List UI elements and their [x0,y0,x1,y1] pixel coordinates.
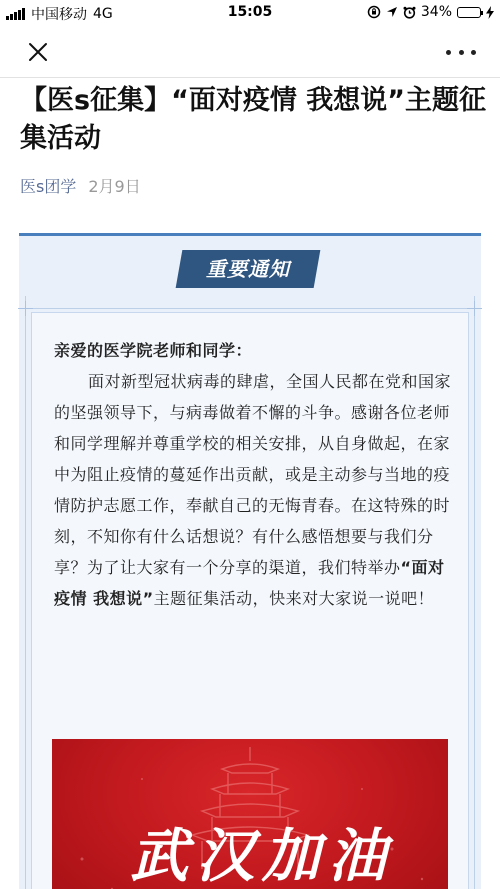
publish-date: 2月9日 [88,177,141,196]
decorative-line [19,308,481,309]
close-button[interactable] [24,38,52,66]
decorative-line [25,296,26,889]
carrier-name: 中国移动 [31,7,87,23]
location-icon [386,6,398,18]
decorative-cross [467,301,482,316]
status-time: 15:05 [227,4,273,20]
notice-highlight: “面对疫情 我想说” [54,558,445,608]
article-title: 【医s征集】“面对疫情 我想说”主题征集活动 [20,85,486,154]
notice-body-text: 面对新型冠状病毒的肆虐，全国人民都在党和国家的坚强领导下，与病毒做着不懈的斗争。感谢各位老师和同学理解并尊重学校的相关安排，从自身做起，在家中为阻止疫情的蔓延作出贡献，或是主动参与当地的疫情防护志愿工作，奉献自己的无悔青春。在这特殊的时刻，不知你有什么话想说？有什么感悟想要与我们分享？为了让大家有一个分享的渠道，我们特举办 [54,372,452,577]
poster-slogan: 武汉加油 [129,822,394,889]
notice-section [19,233,481,889]
battery-icon [457,7,481,18]
wuhan-poster-image[interactable] [52,739,448,889]
status-right [367,4,494,20]
author-link[interactable]: 医s团学 [20,177,77,196]
network-type: 4G [93,6,113,22]
battery-percent: 34% [420,4,452,20]
notice-text [54,335,452,614]
notice-greeting: 亲爱的医学院老师和同学： [54,341,253,360]
notice-card [31,312,469,889]
notice-body [54,366,452,614]
charging-icon [486,6,494,19]
alarm-icon [403,6,416,19]
more-icon-dot [459,50,464,55]
article-meta [20,174,141,197]
more-icon-dot [471,50,476,55]
notice-badge: 重要通知 [206,257,290,281]
status-bar [0,0,500,26]
rotation-lock-icon [367,5,381,19]
more-icon [446,50,451,55]
notice-body-end: 主题征集活动，快来对大家说一说吧！ [153,589,435,608]
decorative-line [474,296,475,889]
close-icon [24,38,52,66]
more-button[interactable] [446,40,476,64]
nav-bar [0,26,500,78]
